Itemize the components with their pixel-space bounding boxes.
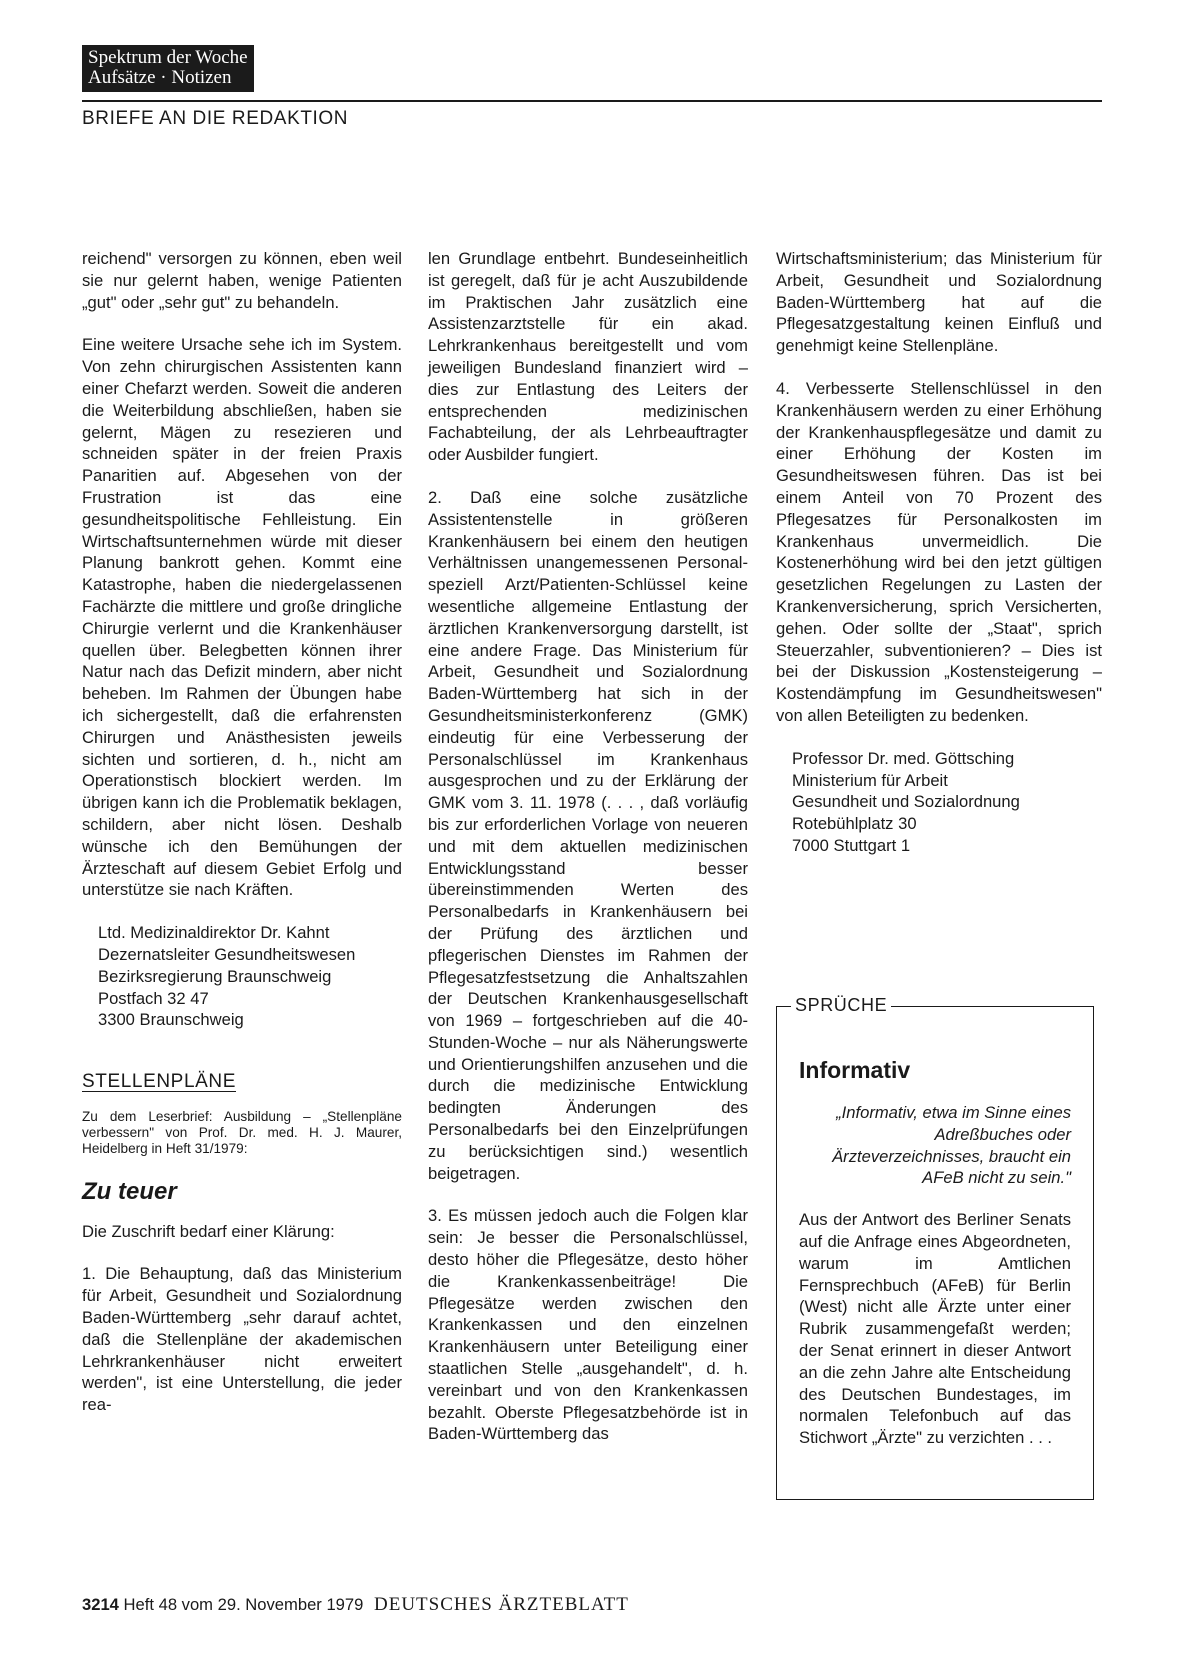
signature-goettsching (792, 748, 1102, 857)
subhead-stellenplaene: STELLENPLÄNE (82, 1071, 236, 1093)
section-tag (82, 45, 254, 92)
paragraph: 1. Die Behauptung, daß das Ministerium für Arbeit, Gesundheit und Sozialordnung Baden-Württemberg „sehr darauf achtet, daß die Stellenpläne der akademischen Lehrkrankenhäuser nicht erweitert werden", ist eine Unterstellung, die jeder rea- (82, 1264, 402, 1415)
rubric-title: BRIEFE AN DIE REDAKTION (82, 108, 349, 129)
column-1 (82, 248, 402, 1437)
column-2 (428, 248, 748, 1466)
paragraph: len Grundlage entbehrt. Bundeseinheitlich ist geregelt, daß für je acht Auszubildende im Praktischen Jahr zusätzlich eine Assistenzarztstelle für ein akad. Lehrkrankenhaus bereitgestellt und vom jeweiligen Bundesland finanziert wird – dies zur Entlastung des Leiters der entsprechenden medizinischen Fachabteilung, der als Lehrbeauftragter oder Ausbilder fungiert. (428, 249, 748, 465)
letter-headline: Zu teuer (82, 1177, 177, 1205)
page-number: 3214 (82, 1595, 119, 1614)
box-quote: „Informativ, etwa im Sinne eines Adreßbuches oder Ärzteverzeichnisses, braucht ein AFeB nicht zu sein." (832, 1103, 1071, 1188)
paragraph: 3. Es müssen jedoch auch die Folgen klar sein: Je besser die Personalschlüssel, desto höher die Pflegesätze, desto höher die Krankenkassenbeiträge! Die Pflegesätze werden zwischen den Krankenkassen und den einzelnen Krankenhäusern unter Beteiligung einer staatlichen Stelle „ausgehandelt", d. h. vereinbart und von den Krankenkassen bezahlt. Oberste Pflegesatzbehörde ist in Baden-Württemberg das (428, 1206, 748, 1444)
paragraph: Die Zuschrift bedarf einer Klärung: (82, 1221, 335, 1241)
box-title: Informativ (799, 1057, 911, 1083)
paragraph: Wirtschaftsministerium; das Ministerium für Arbeit, Gesundheit und Sozialordnung Baden-Württemberg hat auf die Pflegesatzgestaltung keinen Einfluß und genehmigt keine Stellenpläne. (776, 249, 1102, 356)
signature-line: Postfach 32 47 (98, 988, 209, 1008)
header-rule (82, 100, 1102, 102)
signature-line: Rotebühlplatz 30 (792, 814, 917, 834)
page-footer (82, 1594, 629, 1616)
paragraph: reichend" versorgen zu können, eben weil sie nur gelernt haben, wenige Patienten „gut" oder „sehr gut" zu behandeln. (82, 249, 402, 312)
signature-line: Ministerium für Arbeit (792, 770, 948, 790)
journal-name: DEUTSCHES ÄRZTEBLATT (374, 1594, 629, 1615)
sprueche-box (776, 995, 1094, 1500)
section-tag-line1: Spektrum der Woche (88, 47, 248, 68)
paragraph: Eine weitere Ursache sehe ich im System. Von zehn chirurgischen Assistenten kann einer Chefarzt werden. Soweit die anderen die Weiterbildung abschließen, haben sie gelernt, Mägen zu resezieren und schneiden später in der freien Praxis Panaritien auf. Abgesehen von der Frustration ist das eine gesundheitspolitische Fehlleistung. Ein Wirtschaftsunternehmen würde mit dieser Planung bankrott gehen. Kommt eine Katastrophe, haben die niedergelassenen Fachärzte die mittlere und große dringliche Chirurgie verlernt und die Krankenhäuser quellen über. Belegbetten können ihrer Natur nach das Defizit mindern, aber nicht beheben. Im Rahmen der Übungen habe ich sichergestellt, daß die erfahrensten Chirurgen und Anästhesisten jeweils sichten und sortieren, d. h., nicht am Operationstisch blockiert werden. Im übrigen kann ich die Problematik beklagen, schildern, aber nicht lösen. Deshalb wünsche ich den Bemühungen der Ärzteschaft auf diesem Gebiet Erfolg und unterstütze sie nach Kräften. (82, 335, 402, 900)
issue-info: Heft 48 vom 29. November 1979 (123, 1595, 364, 1614)
signature-kahnt (98, 922, 402, 1031)
section-tag-line2: Aufsätze · Notizen (88, 67, 232, 88)
reference-note: Zu dem Leserbrief: Ausbildung – „Stellenpläne verbessern" von Prof. Dr. med. H. J. Maurer, Heidelberg in Heft 31/1979: (82, 1108, 402, 1156)
paragraph: 4. Verbesserte Stellenschlüssel in den Krankenhäusern werden zu einer Erhöhung der Krankenhauspflegesätze und damit zu einer Erhöhung der Kosten im Gesundheitswesen führen. Das ist bei einem Anteil von 70 Prozent des Pflegesatzes für Personalkosten im Krankenhaus unvermeidlich. Die Kostenerhöhung wird bei den jetzt gültigen gesetzlichen Regelungen zu Lasten der Krankenversicherung, sprich Versicherten, gehen. Oder sollte der „Staat", sprich Steuerzahler, subventionieren? – Dies ist bei der Diskussion „Kostensteigerung – Kostendämpfung im Gesundheitswesen" von allen Beteiligten zu bedenken. (776, 378, 1102, 725)
paragraph: 2. Daß eine solche zusätzliche Assistentenstelle in größeren Krankenhäusern bei einem den heutigen Verhältnissen unangemessenen Personal- speziell Arzt/Patienten-Schlüssel keine wesentliche allgemeine Entlastung der ärztlichen Krankenversorgung darstellt, ist eine andere Frage. Das Ministerium für Arbeit, Gesundheit und Sozialordnung Baden-Württemberg hat sich in der Gesundheitsministerkonferenz (GMK) eindeutig für eine Verbesserung der Personalschlüssel im Krankenhaus ausgesprochen und zu der Erklärung der GMK vom 3. 11. 1978 (. . . , daß vorläufig bis zur erforderlichen Vorlage von neueren und mit dem aktuellen medizinischen Entwicklungsstand besser übereinstimmenden Werten des Personalbedarfs in Krankenhäusern bei der Prüfung des ärztlichen und pflegerischen Dienstes im Rahmen der Pflegesatzfestsetzung die Anhaltszahlen der Deutschen Krankenhausgesellschaft von 1969 – fortgeschrieben auf die 40-Stunden-Woche – nur als Näherungswerte und Orientierungshilfen anzusehen und die durch die medizinische Entwicklung bedingten Änderungen des Personalbedarfs bei den Einzelprüfungen zu berücksichtigen sind.) wesentlich beigetragen. (428, 487, 748, 1183)
signature-line: Bezirksregierung Braunschweig (98, 966, 332, 986)
signature-line: 7000 Stuttgart 1 (792, 835, 911, 855)
box-label: SPRÜCHE (791, 995, 891, 1016)
signature-line: Dezernatsleiter Gesundheitswesen (98, 944, 356, 964)
signature-line: Professor Dr. med. Göttsching (792, 748, 1015, 768)
signature-line: 3300 Braunschweig (98, 1010, 244, 1030)
box-body: Aus der Antwort des Berliner Senats auf die Anfrage eines Abgeordneten, warum im Amtlichen Fernsprechbuch (AFeB) für Berlin (West) nicht alle Ärzte unter einer Rubrik zusammengefaßt werden; der Senat erinnert in dieser Antwort an die zehn Jahre alte Entscheidung des Deutschen Bundestages, im normalen Telefonbuch auf das Stichwort „Ärzte" zu verzichten . . . (799, 1210, 1071, 1448)
signature-line: Ltd. Medizinaldirektor Dr. Kahnt (98, 923, 330, 943)
column-3 (776, 248, 1102, 897)
signature-line: Gesundheit und Sozialordnung (792, 792, 1020, 812)
